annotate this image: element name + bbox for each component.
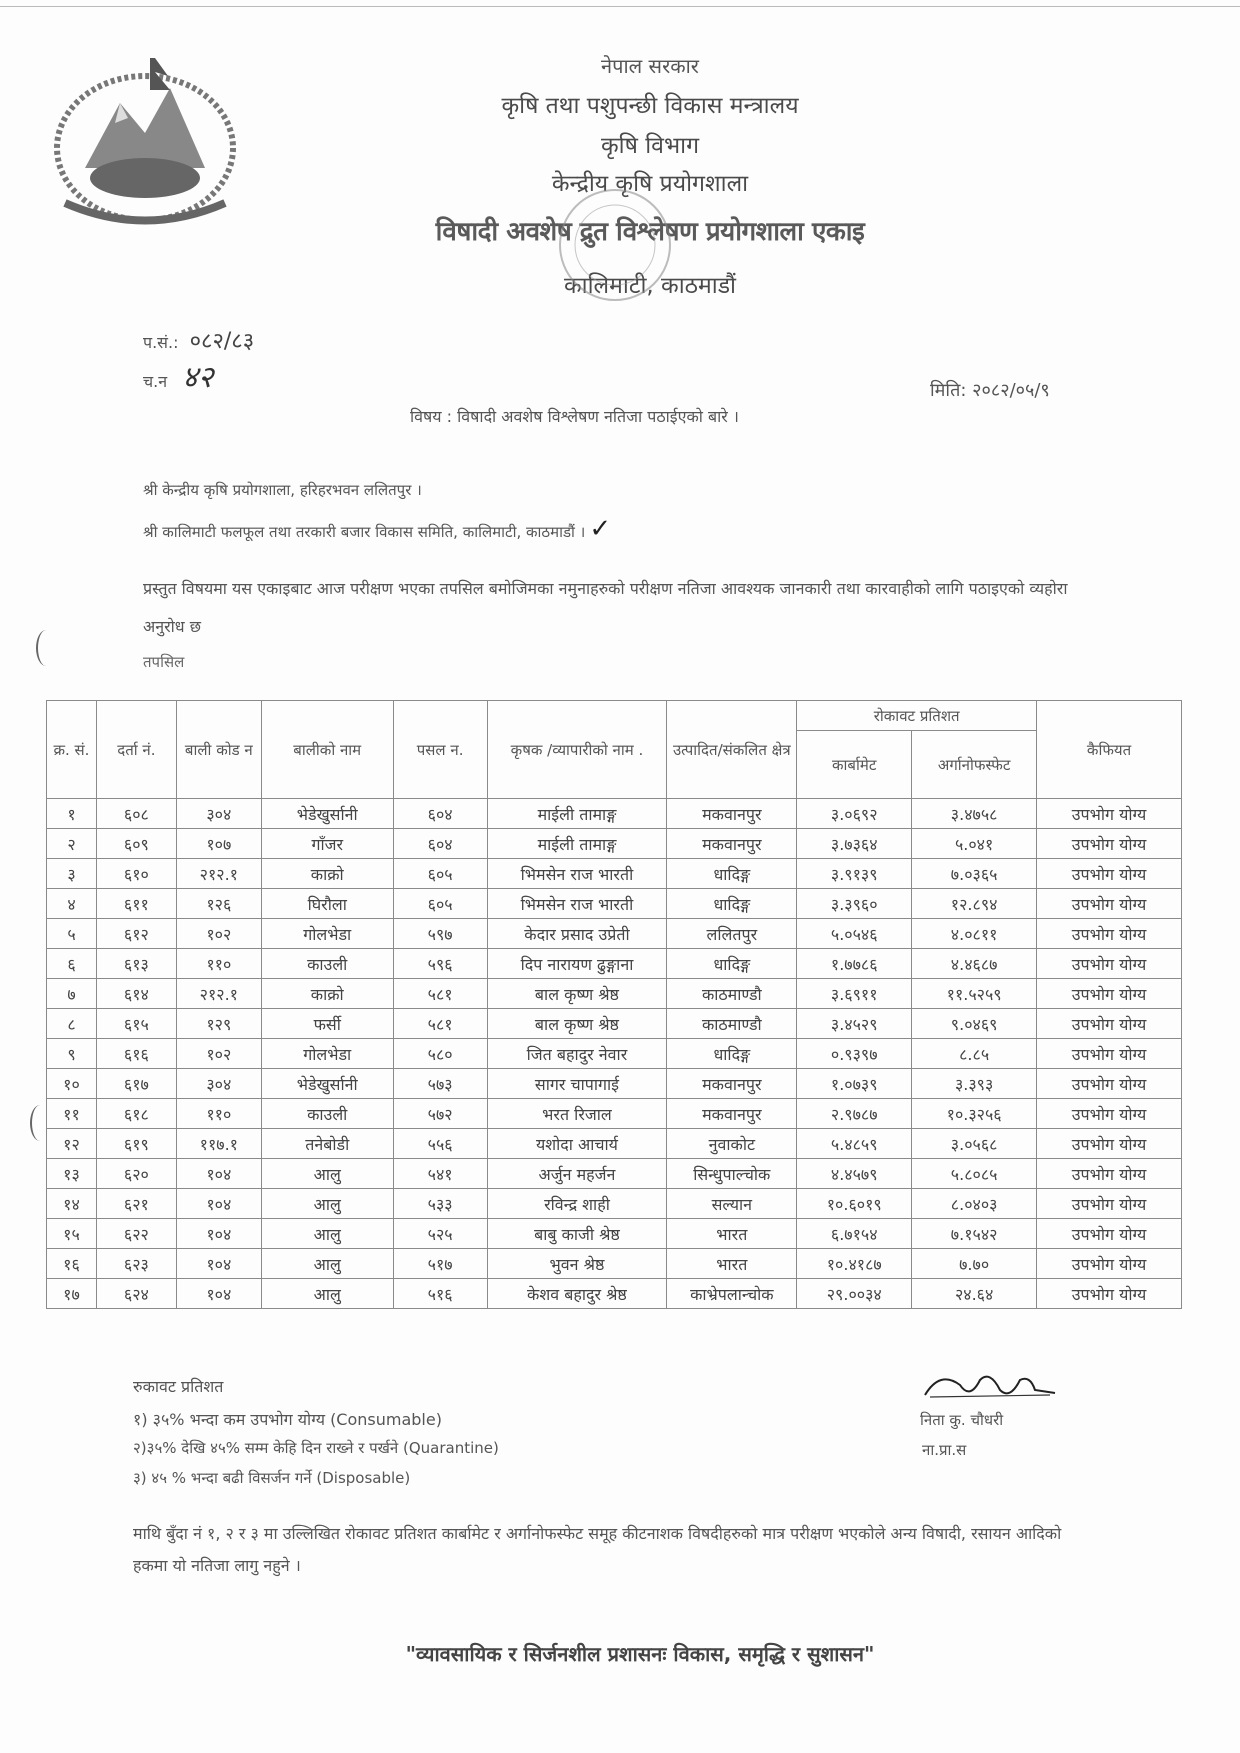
cell-darta: ६२४ [96, 1279, 176, 1309]
recipient-2 [143, 514, 611, 544]
cell-kaifiyat: उपभोग योग्य [1037, 949, 1182, 979]
cell-krishak: जित बहादुर नेवार [487, 1039, 667, 1069]
cell-carbamate: ३.४५२९ [797, 1009, 912, 1039]
cell-organophosphate: ३.०५६८ [912, 1129, 1037, 1159]
cell-pasal: ६०५ [393, 889, 487, 919]
cell-bali-name: काक्रो [261, 979, 393, 1009]
cell-sn: ३ [47, 859, 97, 889]
cell-pasal: ५९७ [393, 919, 487, 949]
cell-organophosphate: ७.१५४२ [912, 1219, 1037, 1249]
cell-organophosphate: ११.५२५९ [912, 979, 1037, 1009]
cell-kaifiyat: उपभोग योग्य [1037, 1099, 1182, 1129]
cell-bali-code: ११७.१ [176, 1129, 261, 1159]
cell-bali-code: ११० [176, 949, 261, 979]
cell-kaifiyat: उपभोग योग्य [1037, 1189, 1182, 1219]
table-row [47, 1219, 1182, 1249]
table-row [47, 1009, 1182, 1039]
cell-kaifiyat: उपभोग योग्य [1037, 1129, 1182, 1159]
signatory-name: निता कु. चौधरी [920, 1411, 1004, 1429]
cell-carbamate: २.९७८७ [797, 1099, 912, 1129]
header-rokawat: रोकावट प्रतिशत [797, 701, 1037, 731]
cell-kaifiyat: उपभोग योग्य [1037, 889, 1182, 919]
details-heading: तपसिल [143, 653, 185, 671]
cell-krishak: केदार प्रसाद उप्रेती [487, 919, 667, 949]
cell-darta: ६१६ [96, 1039, 176, 1069]
cell-utpadit: धादिङ्ग [667, 1039, 797, 1069]
punch-hole-mark [30, 1105, 50, 1141]
cell-krishak: रविन्द्र शाही [487, 1189, 667, 1219]
cell-darta: ६११ [96, 889, 176, 919]
cell-bali-name: फर्सी [261, 1009, 393, 1039]
cell-krishak: यशोदा आचार्य [487, 1129, 667, 1159]
table-row [47, 829, 1182, 859]
cell-krishak: अर्जुन महर्जन [487, 1159, 667, 1189]
cell-bali-code: ३०४ [176, 1069, 261, 1099]
cell-sn: १५ [47, 1219, 97, 1249]
cell-sn: १७ [47, 1279, 97, 1309]
cell-pasal: ५८० [393, 1039, 487, 1069]
cell-bali-code: १०४ [176, 1279, 261, 1309]
cell-organophosphate: ४.४६८७ [912, 949, 1037, 979]
results-table-body [47, 799, 1182, 1309]
cell-pasal: ५९६ [393, 949, 487, 979]
cell-sn: १ [47, 799, 97, 829]
cell-krishak: माईली तामाङ्ग [487, 829, 667, 859]
cell-sn: १२ [47, 1129, 97, 1159]
cell-carbamate: १.७७८६ [797, 949, 912, 979]
cell-krishak: भिमसेन राज भारती [487, 859, 667, 889]
table-row [47, 799, 1182, 829]
cell-pasal: ६०४ [393, 829, 487, 859]
header-utpadit: उत्पादित/संकलित क्षेत्र [667, 701, 797, 799]
cell-pasal: ५१७ [393, 1249, 487, 1279]
cell-bali-code: १०४ [176, 1159, 261, 1189]
cell-bali-name: काउली [261, 1099, 393, 1129]
cell-pasal: ५५६ [393, 1129, 487, 1159]
header-krishak: कृषक /व्यापारीको नाम . [487, 701, 667, 799]
cell-darta: ६२१ [96, 1189, 176, 1219]
cell-carbamate: ३.६९११ [797, 979, 912, 1009]
cell-bali-name: गोलभेडा [261, 919, 393, 949]
cell-organophosphate: ५.८०८५ [912, 1159, 1037, 1189]
cell-kaifiyat: उपभोग योग्य [1037, 1159, 1182, 1189]
nepal-emblem-icon [40, 48, 250, 233]
cell-organophosphate: ७.०३६५ [912, 859, 1037, 889]
cell-bali-code: १०२ [176, 919, 261, 949]
cell-pasal: ५८१ [393, 979, 487, 1009]
cell-bali-name: आलु [261, 1249, 393, 1279]
dispatch-label: च.न [143, 372, 168, 391]
cell-bali-code: ११० [176, 1099, 261, 1129]
cell-bali-code: १०४ [176, 1189, 261, 1219]
cell-sn: ५ [47, 919, 97, 949]
cell-darta: ६१२ [96, 919, 176, 949]
cell-organophosphate: ७.७० [912, 1249, 1037, 1279]
cell-bali-code: १०४ [176, 1249, 261, 1279]
cell-carbamate: ३.७३६४ [797, 829, 912, 859]
cell-utpadit: काभ्रेपलान्चोक [667, 1279, 797, 1309]
cell-sn: २ [47, 829, 97, 859]
table-row [47, 1069, 1182, 1099]
cell-kaifiyat: उपभोग योग्य [1037, 1069, 1182, 1099]
cell-sn: ६ [47, 949, 97, 979]
cell-utpadit: मकवानपुर [667, 1099, 797, 1129]
cell-kaifiyat: उपभोग योग्य [1037, 979, 1182, 1009]
cell-bali-name: आलु [261, 1219, 393, 1249]
signatory-title: ना.प्रा.स [922, 1441, 967, 1459]
punch-hole-mark [36, 630, 56, 666]
legend-item-disposable: ३) ४५ % भन्दा बढी विसर्जन गर्ने (Disposable) [133, 1469, 411, 1487]
reference-label: प.सं.: [143, 333, 179, 352]
legend-item-consumable: १) ३५% भन्दा कम उपभोग योग्य (Consumable) [133, 1410, 442, 1429]
cell-kaifiyat: उपभोग योग्य [1037, 919, 1182, 949]
cell-utpadit: मकवानपुर [667, 1069, 797, 1099]
cell-sn: ८ [47, 1009, 97, 1039]
cell-bali-name: भेडेखुर्सानी [261, 1069, 393, 1099]
header-darta: दर्ता नं. [96, 701, 176, 799]
motto: "व्यावसायिक र सिर्जनशील प्रशासनः विकास, समृद्धि र सुशासन" [405, 1642, 875, 1666]
table-row [47, 1039, 1182, 1069]
header-bali-name: बालीको नाम [261, 701, 393, 799]
header-pasal: पसल न. [393, 701, 487, 799]
signature-icon [920, 1365, 1060, 1410]
cell-pasal: ५१६ [393, 1279, 487, 1309]
cell-krishak: सागर चापागाई [487, 1069, 667, 1099]
cell-bali-code: १०२ [176, 1039, 261, 1069]
cell-kaifiyat: उपभोग योग्य [1037, 1249, 1182, 1279]
cell-bali-name: काउली [261, 949, 393, 979]
cell-bali-name: तनेबोडी [261, 1129, 393, 1159]
cell-bali-code: ३०४ [176, 799, 261, 829]
cell-sn: ९ [47, 1039, 97, 1069]
cell-pasal: ५७३ [393, 1069, 487, 1099]
header-department: कृषि विभाग [600, 133, 700, 159]
cell-sn: ७ [47, 979, 97, 1009]
cell-utpadit: सिन्धुपाल्चोक [667, 1159, 797, 1189]
cell-darta: ६२२ [96, 1219, 176, 1249]
cell-pasal: ५३३ [393, 1189, 487, 1219]
cell-krishak: भरत रिजाल [487, 1099, 667, 1129]
header-organophosphate: अर्गानोफस्फेट [912, 731, 1037, 799]
cell-darta: ६१९ [96, 1129, 176, 1159]
cell-darta: ६१८ [96, 1099, 176, 1129]
cell-bali-code: १२९ [176, 1009, 261, 1039]
cell-bali-name: आलु [261, 1159, 393, 1189]
cell-carbamate: ३.०६९२ [797, 799, 912, 829]
cell-bali-name: आलु [261, 1189, 393, 1219]
table-row [47, 889, 1182, 919]
cell-bali-code: २१२.१ [176, 859, 261, 889]
table-row [47, 1249, 1182, 1279]
header-sn: क्र. सं. [47, 701, 97, 799]
cell-utpadit: काठमाण्डौ [667, 979, 797, 1009]
table-row [47, 1189, 1182, 1219]
header-unit: विषादी अवशेष द्रुत विश्लेषण प्रयोगशाला एकाइ [435, 217, 865, 247]
cell-utpadit: धादिङ्ग [667, 859, 797, 889]
cell-bali-code: १०७ [176, 829, 261, 859]
cell-sn: ४ [47, 889, 97, 919]
header-bali-code: बाली कोड न [176, 701, 261, 799]
cell-krishak: बाल कृष्ण श्रेष्ठ [487, 979, 667, 1009]
cell-pasal: ५२५ [393, 1219, 487, 1249]
cell-darta: ६०८ [96, 799, 176, 829]
cell-krishak: दिप नारायण ढुङ्गाना [487, 949, 667, 979]
letter-subject: विषय : विषादी अवशेष विश्लेषण नतिजा पठाईएको बारे । [410, 407, 739, 426]
cell-utpadit: नुवाकोट [667, 1129, 797, 1159]
letter-body: प्रस्तुत विषयमा यस एकाइबाट आज परीक्षण भएका तपसिल बमोजिमका नमुनाहरुको परीक्षण नतिजा आवश्यक जानकारी तथा कारवाहीको लागि पठाइएको व्यहोरा अनुरोध छ [143, 579, 1068, 636]
header-ministry: कृषि तथा पशुपन्छी विकास मन्त्रालय [501, 93, 799, 119]
table-row [47, 919, 1182, 949]
cell-carbamate: ४.४५७९ [797, 1159, 912, 1189]
cell-bali-name: गाँजर [261, 829, 393, 859]
results-table [46, 700, 1182, 1309]
cell-krishak: माईली तामाङ्ग [487, 799, 667, 829]
cell-bali-name: भेडेखुर्सानी [261, 799, 393, 829]
header-laboratory: केन्द्रीय कृषि प्रयोगशाला [551, 171, 749, 197]
cell-carbamate: १०.४१८७ [797, 1249, 912, 1279]
cell-bali-name: गोलभेडा [261, 1039, 393, 1069]
header-government: नेपाल सरकार [601, 54, 699, 78]
cell-organophosphate: ४.०८११ [912, 919, 1037, 949]
cell-organophosphate: ८.८५ [912, 1039, 1037, 1069]
cell-darta: ६०९ [96, 829, 176, 859]
table-row [47, 859, 1182, 889]
dispatch-value: ४२ [182, 360, 214, 395]
cell-krishak: केशव बहादुर श्रेष्ठ [487, 1279, 667, 1309]
cell-carbamate: ५.०५४६ [797, 919, 912, 949]
cell-carbamate: ३.९१३९ [797, 859, 912, 889]
cell-darta: ६१५ [96, 1009, 176, 1039]
table-row [47, 1099, 1182, 1129]
legend-item-quarantine: २)३५% देखि ४५% सम्म केहि दिन राख्ने र पर्खने (Quarantine) [133, 1439, 499, 1457]
cell-utpadit: सल्यान [667, 1189, 797, 1219]
cell-kaifiyat: उपभोग योग्य [1037, 1039, 1182, 1069]
table-row [47, 949, 1182, 979]
cell-utpadit: धादिङ्ग [667, 949, 797, 979]
cell-utpadit: धादिङ्ग [667, 889, 797, 919]
cell-organophosphate: ९.०४६९ [912, 1009, 1037, 1039]
cell-pasal: ५४१ [393, 1159, 487, 1189]
cell-utpadit: मकवानपुर [667, 829, 797, 859]
cell-darta: ६१७ [96, 1069, 176, 1099]
cell-utpadit: मकवानपुर [667, 799, 797, 829]
header-address: कालिमाटी, काठमाडौं [563, 273, 736, 299]
cell-darta: ६२० [96, 1159, 176, 1189]
cell-bali-code: १२६ [176, 889, 261, 919]
cell-pasal: ५८१ [393, 1009, 487, 1039]
cell-kaifiyat: उपभोग योग्य [1037, 1219, 1182, 1249]
cell-organophosphate: २४.६४ [912, 1279, 1037, 1309]
cell-kaifiyat: उपभोग योग्य [1037, 1009, 1182, 1039]
office-stamp-icon [555, 170, 675, 320]
cell-pasal: ६०५ [393, 859, 487, 889]
cell-pasal: ६०४ [393, 799, 487, 829]
cell-kaifiyat: उपभोग योग्य [1037, 799, 1182, 829]
cell-utpadit: भारत [667, 1219, 797, 1249]
cell-utpadit: ललितपुर [667, 919, 797, 949]
cell-organophosphate: ३.४७५८ [912, 799, 1037, 829]
cell-sn: ११ [47, 1099, 97, 1129]
cell-bali-name: घिरौला [261, 889, 393, 919]
cell-bali-name: काक्रो [261, 859, 393, 889]
top-border-line [0, 6, 1240, 7]
cell-bali-code: २१२.१ [176, 979, 261, 1009]
cell-carbamate: १०.६०१९ [797, 1189, 912, 1219]
cell-sn: १३ [47, 1159, 97, 1189]
cell-carbamate: ३.३९६० [797, 889, 912, 919]
cell-sn: १६ [47, 1249, 97, 1279]
recipient-1: श्री केन्द्रीय कृषि प्रयोगशाला, हरिहरभवन ललितपुर । [143, 481, 422, 499]
cell-darta: ६१३ [96, 949, 176, 979]
cell-krishak: भुवन श्रेष्ठ [487, 1249, 667, 1279]
cell-carbamate: १.०७३९ [797, 1069, 912, 1099]
cell-krishak: बाल कृष्ण श्रेष्ठ [487, 1009, 667, 1039]
cell-darta: ६१४ [96, 979, 176, 1009]
cell-kaifiyat: उपभोग योग्य [1037, 1279, 1182, 1309]
recipient-2-text: श्री कालिमाटी फलफूल तथा तरकारी बजार विकास समिति, कालिमाटी, काठमाडौं । [143, 523, 586, 541]
cell-utpadit: भारत [667, 1249, 797, 1279]
cell-organophosphate: ३.३९३ [912, 1069, 1037, 1099]
reference-value: ०८२/८३ [189, 329, 255, 354]
reference-number [143, 325, 254, 355]
cell-organophosphate: ८.०४०३ [912, 1189, 1037, 1219]
table-row [47, 979, 1182, 1009]
cell-pasal: ५७२ [393, 1099, 487, 1129]
cell-carbamate: २९.००३४ [797, 1279, 912, 1309]
table-row [47, 1129, 1182, 1159]
checkmark-icon: ✓ [589, 514, 612, 544]
dispatch-number [143, 355, 213, 396]
cell-bali-code: १०४ [176, 1219, 261, 1249]
header-kaifiyat: कैफियत [1037, 701, 1182, 799]
letter-date: मिति: २०८२/०५/९ [930, 380, 1050, 401]
cell-darta: ६२३ [96, 1249, 176, 1279]
cell-krishak: भिमसेन राज भारती [487, 889, 667, 919]
cell-kaifiyat: उपभोग योग्य [1037, 859, 1182, 889]
cell-sn: १४ [47, 1189, 97, 1219]
cell-utpadit: काठमाण्डौ [667, 1009, 797, 1039]
cell-carbamate: ६.७१५४ [797, 1219, 912, 1249]
table-row [47, 1159, 1182, 1189]
header-carbamate: कार्बामेट [797, 731, 912, 799]
table-row [47, 1279, 1182, 1309]
disclaimer-note: माथि बुँदा नं १, २ र ३ मा उल्लिखित रोकावट प्रतिशत कार्बामेट र अर्गानोफस्फेट समूह कीटनाशक विषदीहरुको मात्र परीक्षण भएकोले अन्य विषादी, रसायन आदिको हकमा यो नतिजा लागु नहुने । [133, 1524, 1062, 1575]
cell-krishak: बाबु काजी श्रेष्ठ [487, 1219, 667, 1249]
cell-darta: ६१० [96, 859, 176, 889]
cell-organophosphate: ५.०४१ [912, 829, 1037, 859]
legend-title: रुकावट प्रतिशत [133, 1377, 224, 1396]
cell-organophosphate: १०.३२५६ [912, 1099, 1037, 1129]
cell-carbamate: ५.४८५९ [797, 1129, 912, 1159]
cell-sn: १० [47, 1069, 97, 1099]
cell-carbamate: ०.९३९७ [797, 1039, 912, 1069]
cell-kaifiyat: उपभोग योग्य [1037, 829, 1182, 859]
cell-organophosphate: १२.८९४ [912, 889, 1037, 919]
cell-bali-name: आलु [261, 1279, 393, 1309]
